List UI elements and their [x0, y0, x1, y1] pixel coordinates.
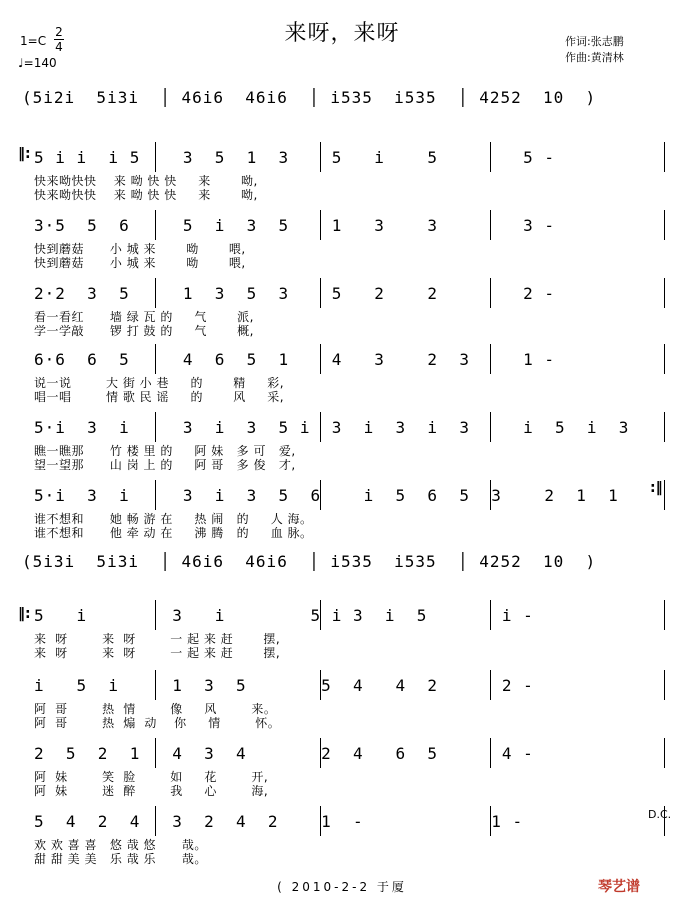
chorus-notes-2: 2 5 2 1 4 3 4 2 4 6 5 4 - — [34, 744, 534, 763]
verse-barline-4-1 — [320, 412, 321, 442]
verse-barline-4-3 — [664, 412, 665, 442]
chorus-lyric1-3: 欢 欢 喜 喜 悠 哉 悠 哉。 — [34, 838, 207, 852]
verse-barline-0-2 — [490, 142, 491, 172]
lyricist: 作词:张志鹏 — [565, 35, 624, 48]
chorus-barline-3-1 — [320, 806, 321, 836]
intro-line-1: (5i2i 5i3i │ 46i6 46i6 │ i535 i535 │ 4252 10 ) — [22, 88, 597, 107]
chorus-barline-1-2 — [490, 670, 491, 700]
tempo-marking — [18, 56, 57, 70]
chorus-lyric1-0: 来 呀 来 呀 一 起 来 赶 摆, — [34, 632, 281, 646]
verse-barline-3-0 — [155, 344, 156, 374]
verse-lyric1-5: 谁不想和 她 畅 游 在 热 闹 的 人 海。 — [34, 512, 313, 526]
time-top: 2 — [55, 25, 63, 39]
verse-lyric2-3: 唱一唱 情 歌 民 谣 的 风 采, — [34, 390, 285, 404]
verse-barline-0-0 — [155, 142, 156, 172]
chorus-lyric2-3: 甜 甜 美 美 乐 哉 乐 哉。 — [34, 852, 207, 866]
chorus-barline-2-1 — [320, 738, 321, 768]
date-footer: ( 2010-2-2 于厦 — [277, 880, 407, 894]
verse-barline-3-3 — [664, 344, 665, 374]
chorus-barline-3-2 — [490, 806, 491, 836]
da-capo: D.C. — [648, 808, 672, 821]
verse-lyric1-0: 快来呦快快 来 呦 快 快 来 呦, — [34, 174, 258, 188]
verse-lyric1-4: 瞧一瞧那 竹 楼 里 的 阿 妹 多 可 爱, — [34, 444, 296, 458]
chorus-lyric1-1: 阿 哥 热 情 像 风 来。 — [34, 702, 277, 716]
verse-barline-4-2 — [490, 412, 491, 442]
verse-notes-4: 5·i 3 i 3 i 3 5 i 3 i 3 i 3 i 5 i 3 — [34, 418, 630, 437]
chorus-barline-1-0 — [155, 670, 156, 700]
verse-barline-4-0 — [155, 412, 156, 442]
verse-barline-5-0 — [155, 480, 156, 510]
chorus-notes-1: i 5 i 1 3 5 5 4 4 2 2 - — [34, 676, 534, 695]
chorus-barline-2-2 — [490, 738, 491, 768]
chorus-barline-0-1 — [320, 600, 321, 630]
tempo-value: =140 — [23, 56, 57, 70]
verse-lyric2-2: 学一学敲 锣 打 鼓 的 气 概, — [34, 324, 254, 338]
chorus-barline-1-1 — [320, 670, 321, 700]
verse-notes-5: 5·i 3 i 3 i 3 5 6 i 5 6 5 3 2 1 1 — [34, 486, 619, 505]
chorus-barline-0-2 — [490, 600, 491, 630]
chorus-lyric2-1: 阿 哥 热 煽 动 你 情 怀。 — [34, 716, 281, 730]
verse-barline-2-2 — [490, 278, 491, 308]
verse-barline-3-2 — [490, 344, 491, 374]
verse-barline-2-0 — [155, 278, 156, 308]
chorus-lyric2-0: 来 呀 来 呀 一 起 来 赶 摆, — [34, 646, 281, 660]
chorus-barline-3-0 — [155, 806, 156, 836]
song-title: 来呀，来呀 — [284, 21, 400, 46]
chorus-notes-0: 5 i 3 i 5 i 3 i 5 i - — [34, 606, 534, 625]
quarter-note-icon: ♩ — [18, 56, 24, 70]
chorus-barline-2-0 — [155, 738, 156, 768]
repeat-start-icon-2: ‖: — [18, 606, 31, 622]
verse-barline-1-3 — [664, 210, 665, 240]
verse-barline-5-3 — [664, 480, 665, 510]
time-signature — [54, 26, 64, 53]
repeat-end-icon: :‖ — [650, 480, 663, 496]
verse-lyric2-5: 谁不想和 他 牵 动 在 沸 腾 的 血 脉。 — [34, 526, 313, 540]
site-logo: 琴艺谱 — [598, 879, 640, 895]
verse-barline-2-1 — [320, 278, 321, 308]
verse-barline-1-0 — [155, 210, 156, 240]
verse-barline-3-1 — [320, 344, 321, 374]
verse-barline-1-1 — [320, 210, 321, 240]
verse-lyric1-3: 说一说 大 街 小 巷 的 精 彩, — [34, 376, 285, 390]
intro-line-2: (5i3i 5i3i │ 46i6 46i6 │ i535 i535 │ 4252 10 ) — [22, 552, 597, 571]
verse-barline-0-1 — [320, 142, 321, 172]
verse-barline-5-1 — [320, 480, 321, 510]
chorus-barline-2-3 — [664, 738, 665, 768]
verse-lyric1-1: 快到蘑菇 小 城 来 呦 喂, — [34, 242, 246, 256]
chorus-lyric2-2: 阿 妹 迷 醉 我 心 海, — [34, 784, 269, 798]
chorus-barline-0-0 — [155, 600, 156, 630]
verse-barline-5-2 — [490, 480, 491, 510]
chorus-lyric1-2: 阿 妹 笑 脸 如 花 开, — [34, 770, 269, 784]
verse-lyric1-2: 看一看红 墙 绿 瓦 的 气 派, — [34, 310, 254, 324]
key-signature: 1=C — [20, 34, 47, 48]
repeat-start-icon: ‖: — [18, 146, 31, 162]
verse-barline-0-3 — [664, 142, 665, 172]
chorus-notes-3: 5 4 2 4 3 2 4 2 1 - 1 - — [34, 812, 524, 831]
verse-notes-1: 3·5 5 6 5 i 3 5 1 3 3 3 - — [34, 216, 556, 235]
composer: 作曲:黄清林 — [565, 51, 624, 64]
verse-notes-0: 5 i i i 5 3 5 1 3 5 i 5 5 - — [34, 148, 556, 167]
verse-lyric2-0: 快来呦快快 来 呦 快 快 来 呦, — [34, 188, 258, 202]
verse-notes-3: 6·6 6 5 4 6 5 1 4 3 2 3 1 - — [34, 350, 556, 369]
time-bottom: 4 — [55, 40, 63, 54]
verse-barline-2-3 — [664, 278, 665, 308]
verse-lyric2-4: 望一望那 山 岗 上 的 阿 哥 多 俊 才, — [34, 458, 296, 472]
credits — [565, 34, 624, 66]
verse-notes-2: 2·2 3 5 1 3 5 3 5 2 2 2 - — [34, 284, 556, 303]
chorus-barline-0-3 — [664, 600, 665, 630]
verse-barline-1-2 — [490, 210, 491, 240]
chorus-barline-1-3 — [664, 670, 665, 700]
verse-lyric2-1: 快到蘑菇 小 城 来 呦 喂, — [34, 256, 246, 270]
